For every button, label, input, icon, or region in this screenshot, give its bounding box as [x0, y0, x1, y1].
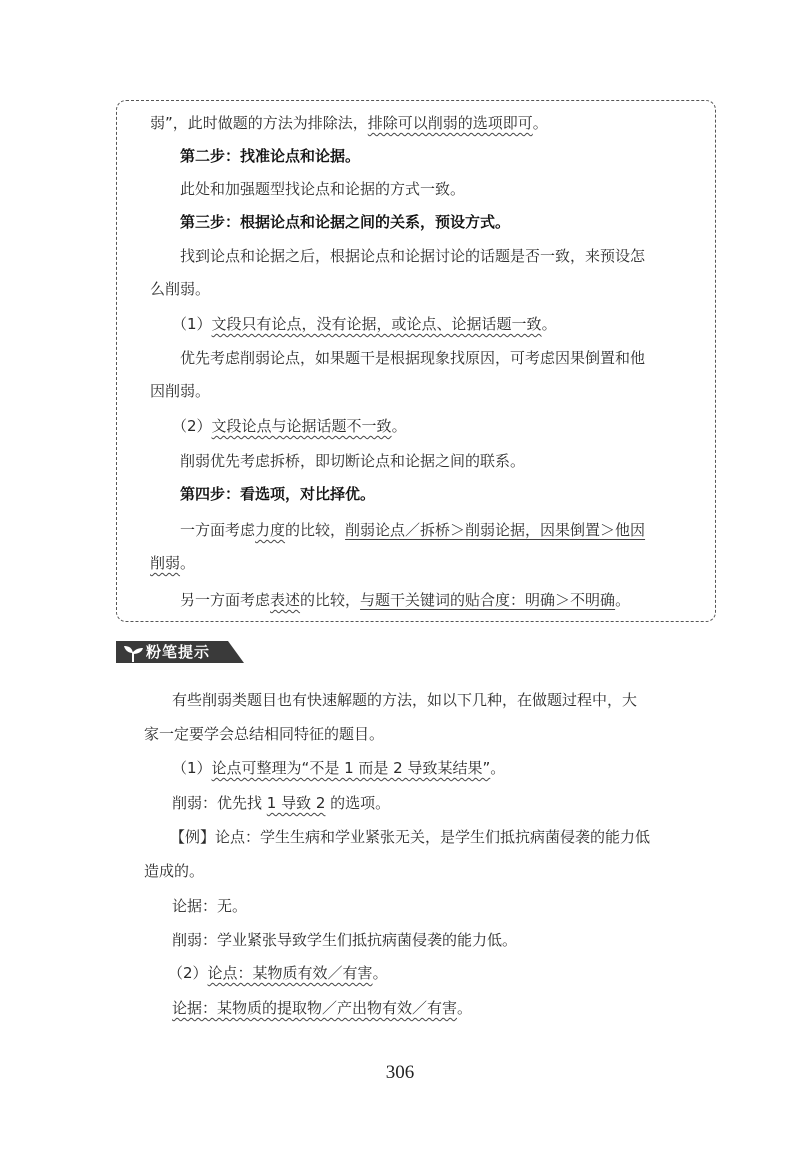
step-3-text-2: 么削弱。: [150, 280, 211, 298]
tips-intro-2: 家一定要学会总结相同特征的题目。: [144, 725, 385, 743]
box-line-1: 弱”，此时做题的方法为排除法，排除可以削弱的选项即可。: [150, 114, 548, 132]
example-weaken: 削弱：学业紧张导致学生们抵抗病菌侵袭的能力低。: [172, 931, 518, 949]
example-evidence: 论据：无。: [172, 897, 248, 915]
case-2-text: 削弱优先考虑拆桥，即切断论点和论据之间的联系。: [180, 452, 526, 470]
case-1-heading: （1）文段只有论点，没有论据，或论点、论据话题一致。: [172, 315, 557, 333]
tip-banner: [116, 638, 246, 666]
tips-item-1: （1）论点可整理为“不是 1 而是 2 导致某结果”。: [172, 759, 506, 777]
case-1-text-2: 因削弱。: [150, 382, 211, 400]
tips-item-2-evidence: 论据：某物质的提取物／产出物有效／有害。: [172, 999, 473, 1017]
page-number: 306: [385, 1062, 415, 1083]
tips-item-2: （2）论点：某物质有效／有害。: [168, 964, 388, 982]
example-line-1: 【例】论点：学生生病和学业紧张无关，是学生们抵抗病菌侵袭的能力低: [170, 828, 651, 846]
step-3-text-1: 找到论点和论据之后，根据论点和论据讨论的话题是否一致，来预设怎: [180, 247, 646, 265]
step-3-heading: 第三步：根据论点和论据之间的关系，预设方式。: [180, 213, 511, 231]
step-2-heading: 第二步：找准论点和论据。: [180, 147, 361, 165]
case-1-text-1: 优先考虑削弱论点，如果题干是根据现象找原因，可考虑因果倒置和他: [180, 349, 646, 367]
step-4-line-2: 削弱。: [150, 554, 196, 572]
step-4-line-1: 一方面考虑力度的比较，削弱论点／拆桥＞削弱论据，因果倒置＞他因: [180, 521, 646, 539]
sprout-icon: [120, 640, 146, 666]
step-2-text: 此处和加强题型找论点和论据的方式一致。: [180, 180, 466, 198]
tips-item-1-weaken: 削弱：优先找 1 导致 2 的选项。: [172, 794, 391, 812]
step-4-line-3: 另一方面考虑表述的比较，与题干关键词的贴合度：明确＞不明确。: [180, 591, 631, 609]
case-2-heading: （2）文段论点与论据话题不一致。: [172, 417, 407, 435]
example-line-2: 造成的。: [144, 862, 205, 880]
step-4-heading: 第四步：看选项，对比择优。: [180, 485, 376, 503]
tips-intro-1: 有些削弱类题目也有快速解题的方法，如以下几种，在做题过程中，大: [172, 691, 638, 709]
tip-label: 粉笔提示: [146, 643, 211, 661]
